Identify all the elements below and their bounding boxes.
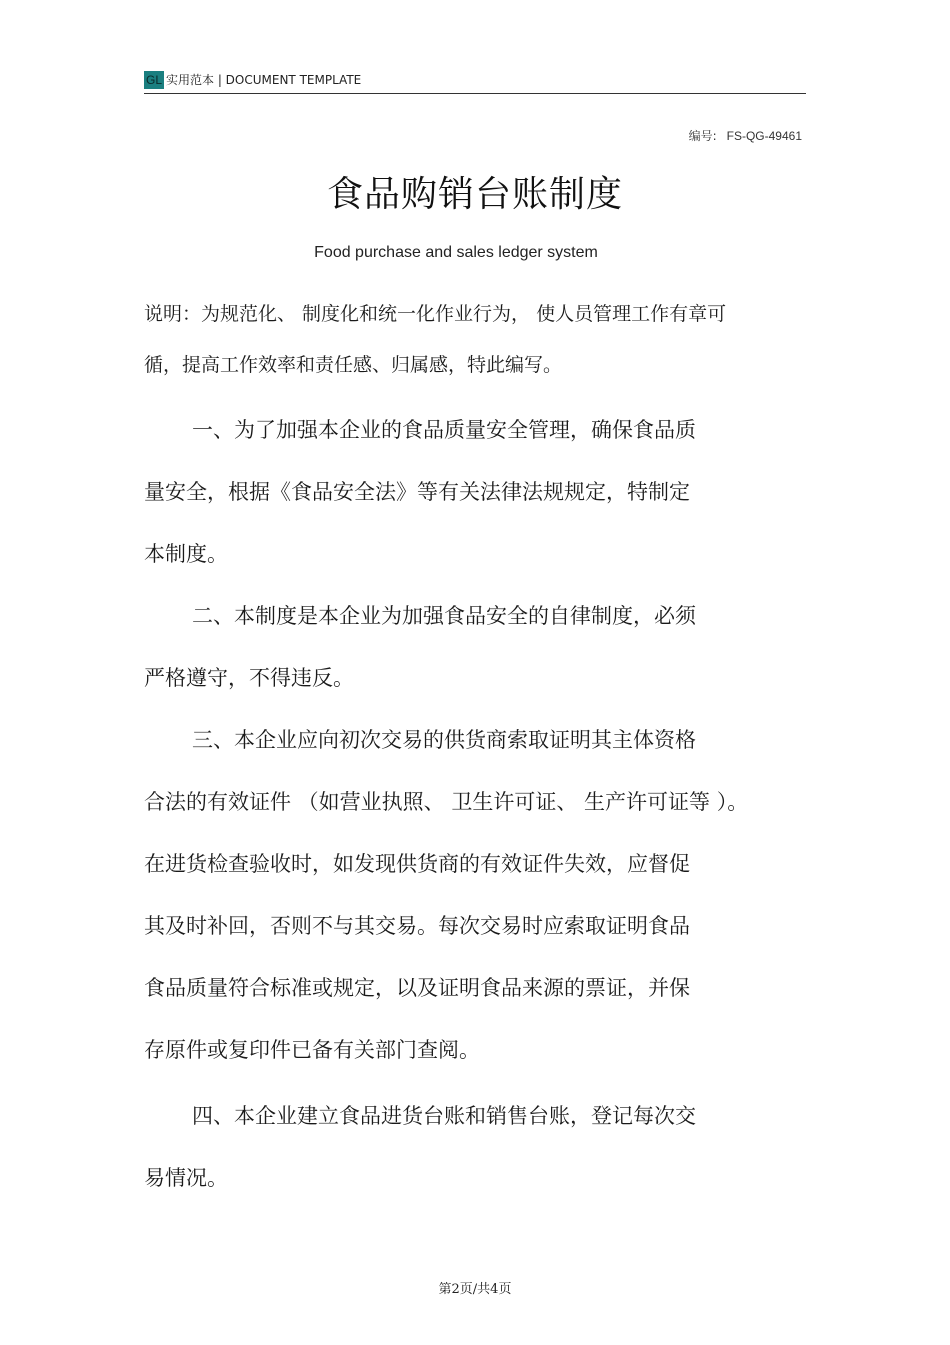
clause-1 [144, 399, 814, 585]
document-number [689, 127, 802, 144]
clause-line: 存原件或复印件已备有关部门查阅。 [144, 1038, 480, 1062]
document-number-value: FS-QG-49461 [726, 129, 802, 143]
clause-line: 三、本企业应向初次交易的供货商索取证明其主体资格 [192, 728, 696, 752]
clause-4 [144, 1085, 814, 1209]
clause-line: 量安全，根据《食品安全法》等有关法律法规规定，特制定 [144, 480, 690, 504]
clause-line: 本制度。 [144, 542, 228, 566]
clause-2 [144, 585, 814, 709]
page-title: 食品购销台账制度 [326, 174, 623, 215]
page-subtitle: Food purchase and sales ledger system [314, 244, 598, 261]
clause-line: 易情况。 [144, 1166, 228, 1190]
clause-line: 严格遵守，不得违反。 [144, 666, 354, 690]
clause-3 [144, 709, 814, 1081]
page-footer: 第2页/共4页 [438, 1282, 512, 1297]
header-title: 实用范本 | DOCUMENT TEMPLATE [166, 73, 362, 87]
clause-line: 食品质量符合标准或规定，以及证明食品来源的票证，并保 [144, 976, 690, 1000]
clause-line: 一、为了加强本企业的食品质量安全管理，确保食品质 [192, 418, 696, 442]
logo: GL [146, 73, 163, 87]
page-header [144, 70, 806, 94]
document-number-label: 编号: [688, 129, 717, 143]
intro-text [144, 289, 804, 391]
clause-line: 合法的有效证件 （如营业执照、 卫生许可证、 生产许可证等 ）。 [144, 790, 749, 814]
clause-line: 其及时补回，否则不与其交易。每次交易时应索取证明食品 [144, 914, 690, 938]
intro-line: 循，提高工作效率和责任感、归属感，特此编写。 [144, 354, 563, 376]
intro-line: 说明：为规范化、 制度化和统一化作业行为， 使人员管理工作有章可 [144, 303, 727, 325]
clause-line: 四、本企业建立食品进货台账和销售台账，登记每次交 [192, 1104, 696, 1128]
clause-line: 在进货检查验收时，如发现供货商的有效证件失效，应督促 [144, 852, 690, 876]
clause-line: 二、本制度是本企业为加强食品安全的自律制度，必须 [192, 604, 696, 628]
